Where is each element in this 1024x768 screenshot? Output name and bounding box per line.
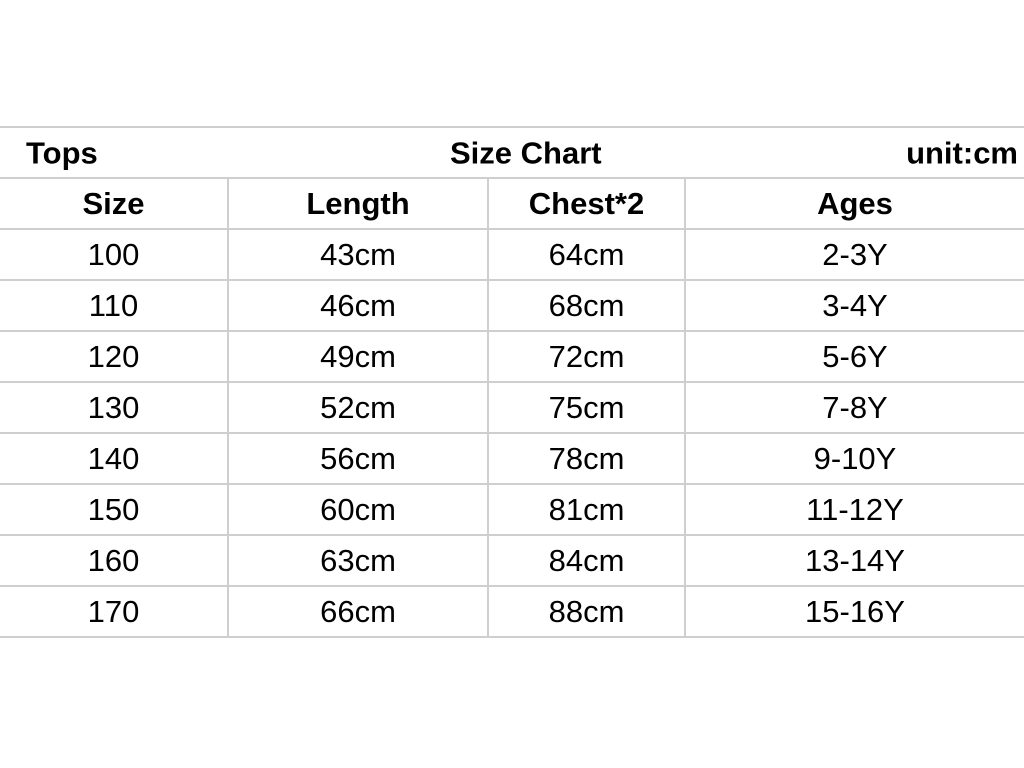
ages-cell: 3-4Y (685, 280, 1024, 331)
table-row (0, 280, 1024, 331)
table-row (0, 484, 1024, 535)
chest-cell: 72cm (488, 331, 685, 382)
length-cell: 60cm (228, 484, 488, 535)
length-cell: 46cm (228, 280, 488, 331)
ages-cell: 2-3Y (685, 229, 1024, 280)
ages-cell: 15-16Y (685, 586, 1024, 637)
size-cell: 140 (0, 433, 228, 484)
chest-cell: 75cm (488, 382, 685, 433)
table-row (0, 535, 1024, 586)
chest-cell: 81cm (488, 484, 685, 535)
length-cell: 66cm (228, 586, 488, 637)
header-row (0, 178, 1024, 229)
length-cell: 49cm (228, 331, 488, 382)
column-header-size: Size (0, 178, 228, 229)
unit-label: unit:cm (906, 135, 1018, 170)
chart-title: Size Chart (450, 135, 602, 170)
table-row (0, 586, 1024, 637)
length-cell: 43cm (228, 229, 488, 280)
size-cell: 170 (0, 586, 228, 637)
size-cell: 110 (0, 280, 228, 331)
chest-cell: 68cm (488, 280, 685, 331)
size-cell: 130 (0, 382, 228, 433)
ages-cell: 5-6Y (685, 331, 1024, 382)
size-cell: 150 (0, 484, 228, 535)
length-cell: 56cm (228, 433, 488, 484)
chest-cell: 84cm (488, 535, 685, 586)
chest-cell: 78cm (488, 433, 685, 484)
category-title: Tops (26, 135, 98, 170)
table-row (0, 331, 1024, 382)
table-row (0, 229, 1024, 280)
title-row (0, 127, 1024, 178)
size-chart-table (0, 126, 1024, 638)
table-row (0, 382, 1024, 433)
length-cell: 52cm (228, 382, 488, 433)
ages-cell: 11-12Y (685, 484, 1024, 535)
ages-cell: 7-8Y (685, 382, 1024, 433)
column-header-chest: Chest*2 (488, 178, 685, 229)
title-cell (0, 127, 1024, 178)
size-cell: 160 (0, 535, 228, 586)
size-cell: 120 (0, 331, 228, 382)
size-chart-body (0, 127, 1024, 637)
chest-cell: 64cm (488, 229, 685, 280)
column-header-ages: Ages (685, 178, 1024, 229)
ages-cell: 9-10Y (685, 433, 1024, 484)
column-header-length: Length (228, 178, 488, 229)
chest-cell: 88cm (488, 586, 685, 637)
table-row (0, 433, 1024, 484)
ages-cell: 13-14Y (685, 535, 1024, 586)
length-cell: 63cm (228, 535, 488, 586)
size-cell: 100 (0, 229, 228, 280)
